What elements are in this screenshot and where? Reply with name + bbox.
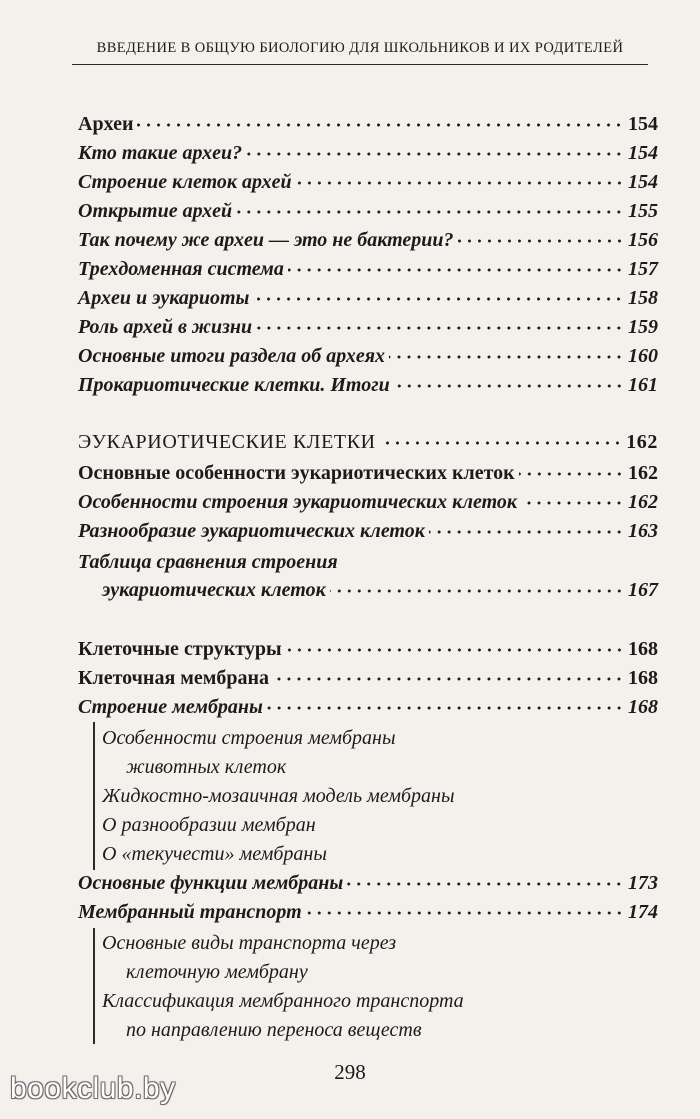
toc-entry: [78, 112, 658, 136]
toc-entry-page: 161: [628, 374, 658, 396]
leader-dots: [236, 205, 624, 219]
toc-entry: [78, 170, 658, 194]
toc-entry-label-line1: Таблица сравнения строения: [78, 551, 338, 573]
leader-dots: [296, 176, 624, 190]
toc-entry: [78, 637, 658, 661]
toc-entry-label: Клеточные структуры: [78, 638, 282, 660]
leader-dots: [394, 379, 624, 393]
toc-entry-page: 156: [628, 229, 658, 251]
subsection-bar: [93, 722, 95, 870]
page-number: 298: [334, 1060, 366, 1084]
leader-dots: [246, 147, 624, 161]
toc-entry: [78, 373, 658, 397]
leader-dots: [273, 672, 624, 686]
toc-entry-label: Археи и эукариоты: [78, 287, 250, 309]
toc-entry-label: Клеточная мембрана: [78, 667, 270, 689]
toc-entry: [78, 519, 658, 543]
toc-section-heading: [78, 430, 658, 454]
toc-entry-page: 168: [628, 667, 658, 689]
toc-subentry-continued: по направлению переноса веществ: [126, 1019, 422, 1041]
toc-entry: [78, 461, 658, 485]
leader-dots: [519, 467, 624, 481]
toc-subentry: Основные виды транспорта через: [102, 932, 397, 954]
leader-dots: [347, 877, 624, 891]
toc-entry-label: ЭУКАРИОТИЧЕСКИЕ КЛЕТКИ: [78, 431, 376, 453]
toc-entry-page: 159: [628, 316, 658, 338]
toc-entry-page: 157: [628, 258, 658, 280]
toc-entry-label: Роль архей в жизни: [78, 316, 253, 338]
toc-entry: [78, 695, 658, 719]
toc-entry: [102, 578, 658, 602]
toc-entry: [78, 315, 658, 339]
toc-entry-label: Мембранный транспорт: [78, 901, 302, 923]
toc-entry: [78, 871, 658, 895]
toc-entry-page: 154: [628, 142, 658, 164]
leader-dots: [330, 584, 624, 598]
toc-entry-page: 155: [628, 200, 658, 222]
toc-entry-page: 168: [628, 638, 658, 660]
toc-entry-label: Основные итоги раздела об археях: [78, 345, 386, 367]
site-watermark: bookclub.by: [10, 1072, 176, 1105]
subsection-bar: [93, 928, 95, 1044]
toc-entry-label: Особенности строения эукариотических клеток: [78, 491, 517, 513]
toc-entry-label: Кто такие археи?: [78, 142, 243, 164]
toc-entry: [78, 900, 658, 924]
toc-entry-label: Основные особенности эукариотических клеток: [78, 462, 515, 484]
toc-entry-page: 173: [628, 872, 658, 894]
leader-dots: [137, 118, 624, 132]
toc-entry-page: 162: [628, 491, 658, 513]
toc-entry-page: 174: [628, 901, 658, 923]
toc-entry-page: 168: [628, 696, 658, 718]
toc-subentry-continued: животных клеток: [126, 756, 287, 778]
toc-entry-page: 160: [628, 345, 658, 367]
toc-entry: [78, 228, 658, 252]
toc-subentry: О разнообразии мембран: [102, 814, 316, 836]
leader-dots: [389, 350, 624, 364]
toc-entry-label: Строение клеток архей: [78, 171, 292, 193]
toc-entry: [78, 141, 658, 165]
toc-entry-page: 158: [628, 287, 658, 309]
toc-entry: [78, 199, 658, 223]
leader-dots: [380, 436, 622, 450]
toc-entry-label: Трехдоменная система: [78, 258, 284, 280]
toc-entry-label-line2: эукариотических клеток: [102, 579, 326, 601]
toc-entry: [78, 666, 658, 690]
leader-dots: [267, 701, 624, 715]
running-title: ВВЕДЕНИЕ В ОБЩУЮ БИОЛОГИЮ ДЛЯ ШКОЛЬНИКОВ И ИХ РОДИТЕЛЕЙ: [96, 40, 624, 56]
toc-entry: [78, 490, 658, 514]
toc-entry-label: Археи: [78, 113, 134, 135]
toc-subentry: Жидкостно-мозаичная модель мембраны: [102, 785, 455, 807]
toc-entry-label: Открытие архей: [78, 200, 233, 222]
toc-entry: [78, 257, 658, 281]
toc-entry-page: 162: [628, 462, 658, 484]
leader-dots: [458, 234, 624, 248]
leader-dots: [253, 292, 624, 306]
toc-entry-page: 154: [628, 171, 658, 193]
toc-entry: [78, 344, 658, 368]
leader-dots: [288, 263, 624, 277]
toc-entry-label: Основные функции мембраны: [78, 872, 344, 894]
leader-dots: [256, 321, 624, 335]
toc-entry: [78, 286, 658, 310]
header-rule: [72, 64, 648, 65]
leader-dots: [286, 643, 624, 657]
toc-entry-label: Строение мембраны: [78, 696, 263, 718]
leader-dots: [429, 525, 624, 539]
leader-dots: [306, 906, 624, 920]
toc-subentry: Особенности строения мембраны: [102, 727, 396, 749]
toc-entry-page: 162: [626, 431, 658, 453]
toc-subentry: О «текучести» мембраны: [102, 843, 327, 865]
toc-subentry: Классификация мембранного транспорта: [102, 990, 464, 1012]
leader-dots: [521, 496, 624, 510]
toc-entry-label: Разнообразие эукариотических клеток: [78, 520, 425, 542]
toc-entry-label: Прокариотические клетки. Итоги: [78, 374, 390, 396]
toc-entry-label: Так почему же археи — это не бактерии?: [78, 229, 454, 251]
toc-entry-page: 154: [628, 113, 658, 135]
toc-subentry-continued: клеточную мембрану: [126, 961, 308, 983]
toc-entry-page: 167: [628, 579, 658, 601]
toc-entry-page: 163: [628, 520, 658, 542]
